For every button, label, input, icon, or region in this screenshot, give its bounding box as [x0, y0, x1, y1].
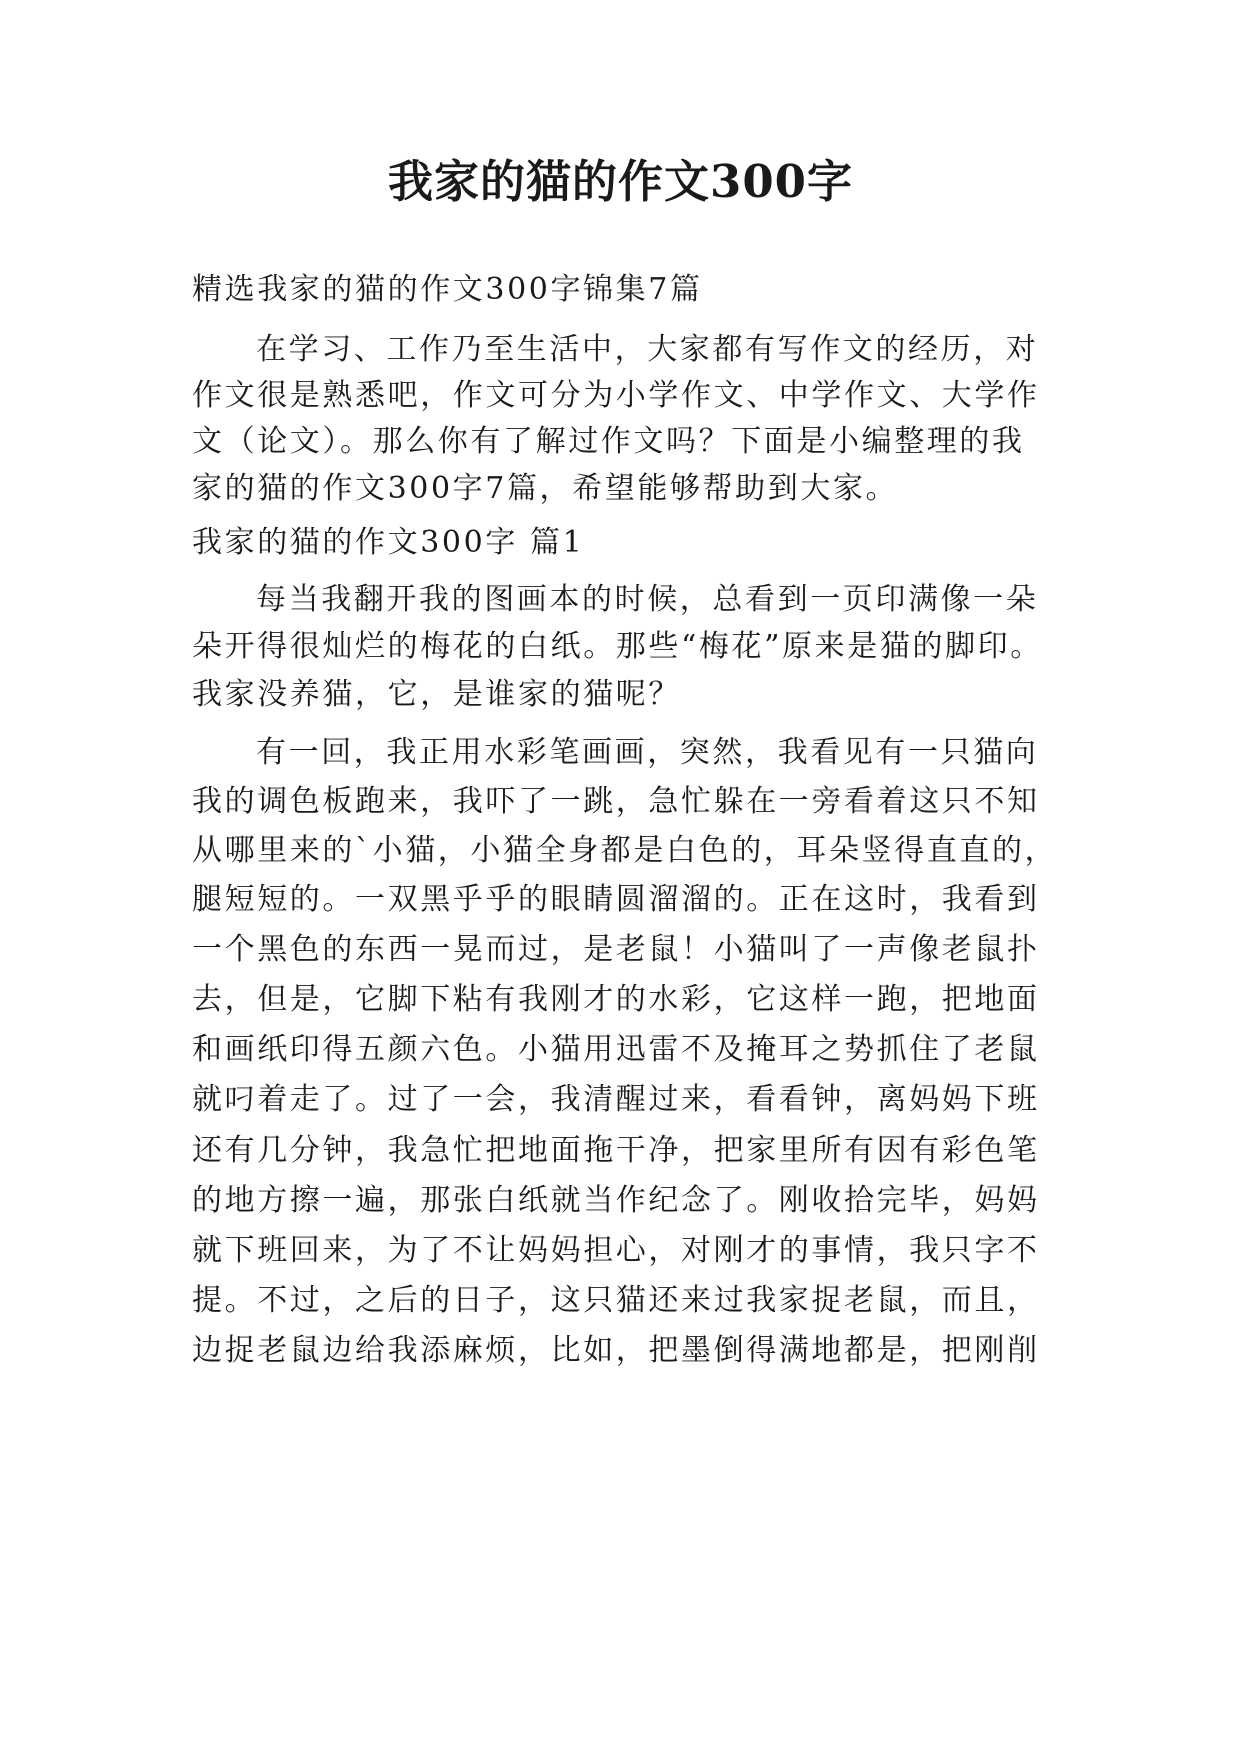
paragraph-line: 提。不过，之后的日子，这只猫还来过我家捉老鼠，而且， — [192, 1283, 1040, 1318]
paragraph-line: 腿短短的。一双黑乎乎的眼睛圆溜溜的。正在这时，我看到 — [192, 882, 1040, 917]
paragraph-line: 我的调色板跑来，我吓了一跳，急忙躲在一旁看着这只不知 — [192, 784, 1040, 819]
section-heading: 我家的猫的作文300字 篇1 — [192, 525, 585, 560]
paragraph-line: 还有几分钟，我急忙把地面拖干净，把家里所有因有彩色笔 — [192, 1133, 1040, 1168]
paragraph-line: 我家没养猫，它，是谁家的猫呢？ — [192, 677, 681, 712]
paragraph-line: 一个黑色的东西一晃而过，是老鼠！小猫叫了一声像老鼠扑 — [192, 932, 1040, 967]
paragraph-line: 文（论文）。那么你有了解过作文吗？下面是小编整理的我 — [192, 424, 1025, 459]
paragraph-line: 的地方擦一遍，那张白纸就当作纪念了。刚收拾完毕，妈妈 — [192, 1183, 1040, 1218]
paragraph-line: 去，但是，它脚下粘有我刚才的水彩，它这样一跑，把地面 — [192, 982, 1040, 1017]
paragraph-line: 就下班回来，为了不让妈妈担心，对刚才的事情，我只字不 — [192, 1233, 1040, 1268]
paragraph-line: 和画纸印得五颜六色。小猫用迅雷不及掩耳之势抓住了老鼠 — [192, 1032, 1040, 1067]
page-title: 我家的猫的作文300字 — [388, 155, 853, 208]
paragraph-line: 就叼着走了。过了一会，我清醒过来，看看钟，离妈妈下班 — [192, 1082, 1040, 1117]
paragraph-line: 有一回，我正用水彩笔画画，突然，我看见有一只猫向 — [256, 735, 1039, 770]
paragraph-line: 在学习、工作乃至生活中，大家都有写作文的经历，对 — [256, 332, 1039, 367]
document-subtitle: 精选我家的猫的作文300字锦集7篇 — [192, 272, 703, 307]
paragraph-line: 朵开得很灿烂的梅花的白纸。那些“梅花”原来是猫的脚印。 — [192, 629, 1043, 664]
paragraph-line: 每当我翻开我的图画本的时候，总看到一页印满像一朵 — [256, 582, 1039, 617]
paragraph-line: 家的猫的作文300字7篇，希望能够帮助到大家。 — [192, 471, 899, 506]
paragraph-line: 边捉老鼠边给我添麻烦，比如，把墨倒得满地都是，把刚削 — [192, 1333, 1040, 1368]
paragraph-line: 作文很是熟悉吧，作文可分为小学作文、中学作文、大学作 — [192, 378, 1040, 413]
paragraph-line: 从哪里来的`小猫，小猫全身都是白色的，耳朵竖得直直的， — [192, 833, 1058, 868]
